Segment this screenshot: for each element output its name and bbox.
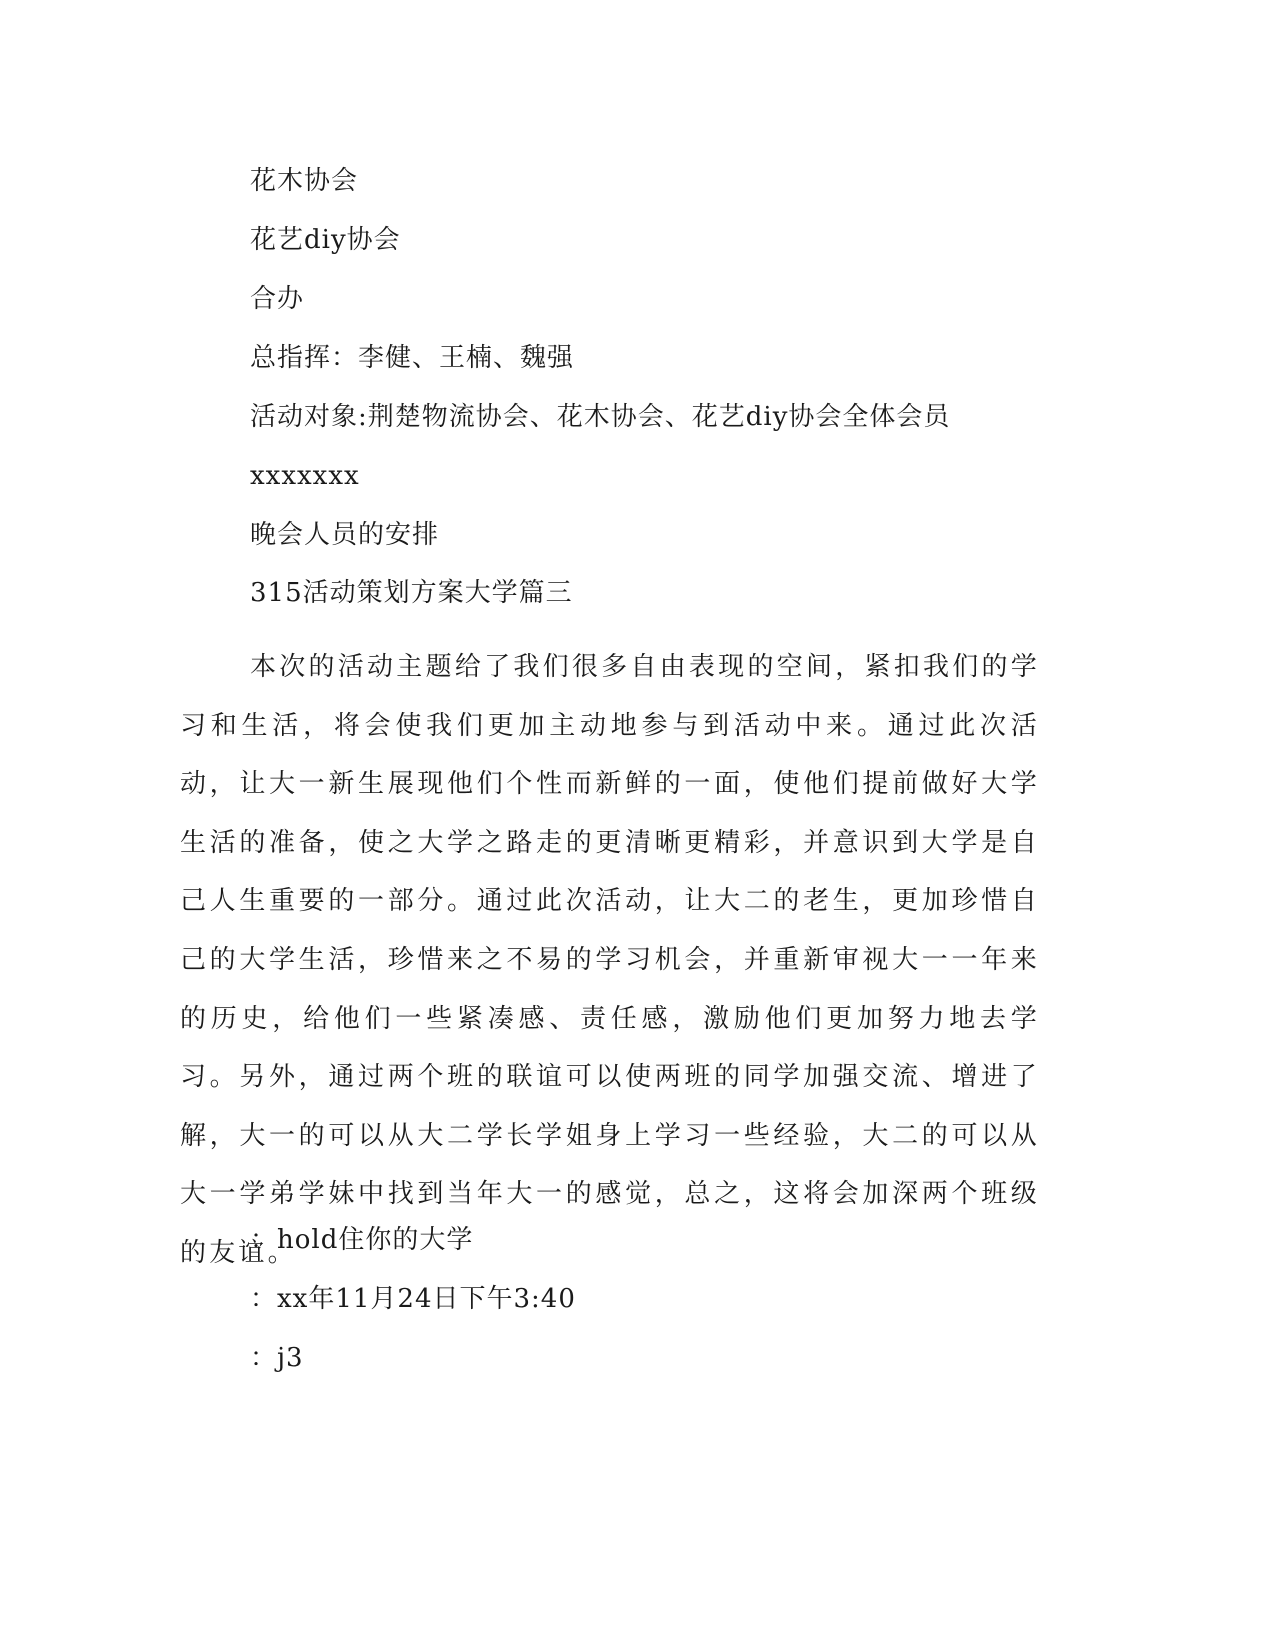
section-title: 315活动策划方案大学篇三 (250, 578, 573, 608)
staff-arrangement-line: 晚会人员的安排 (250, 520, 440, 550)
time-line: ：xx年11月24日下午3:40 (250, 1284, 576, 1314)
commander-line: 总指挥：李健、王楠、魏强 (250, 343, 575, 373)
audience-line: 活动对象:荆楚物流协会、花木协会、花艺diy协会全体会员 (250, 402, 951, 432)
org-line-flower-art: 花艺diy协会 (250, 225, 401, 255)
placeholder-line: xxxxxxx (250, 461, 360, 491)
co-host-line: 合办 (250, 284, 305, 314)
org-line-flower-wood: 花木协会 (250, 166, 359, 196)
theme-line: ：hold住你的大学 (250, 1225, 474, 1255)
location-line: ：j3 (250, 1343, 304, 1373)
body-paragraph: 本次的活动主题给了我们很多自由表现的空间，紧扣我们的学习和生活，将会使我们更加主动地参与到活动中来。通过此次活动，让大一新生展现他们个性而新鲜的一面，使他们提前做好大学生活的准备，使之大学之路走的更清晰更精彩，并意识到大学是自己人生重要的一部分。通过此次活动，让大二的老生，更加珍惜自己的大学生活，珍惜来之不易的学习机会，并重新审视大一一年来的历史，给他们一些紧凑感、责任感，激励他们更加努力地去学习。另外，通过两个班的联谊可以使两班的同学加强交流、增进了解，大一的可以从大二学长学姐身上学习一些经验，大二的可以从大一学弟学妹中找到当年大一的感觉，总之，这将会加深两个班级的友谊。 (180, 652, 1040, 1268)
